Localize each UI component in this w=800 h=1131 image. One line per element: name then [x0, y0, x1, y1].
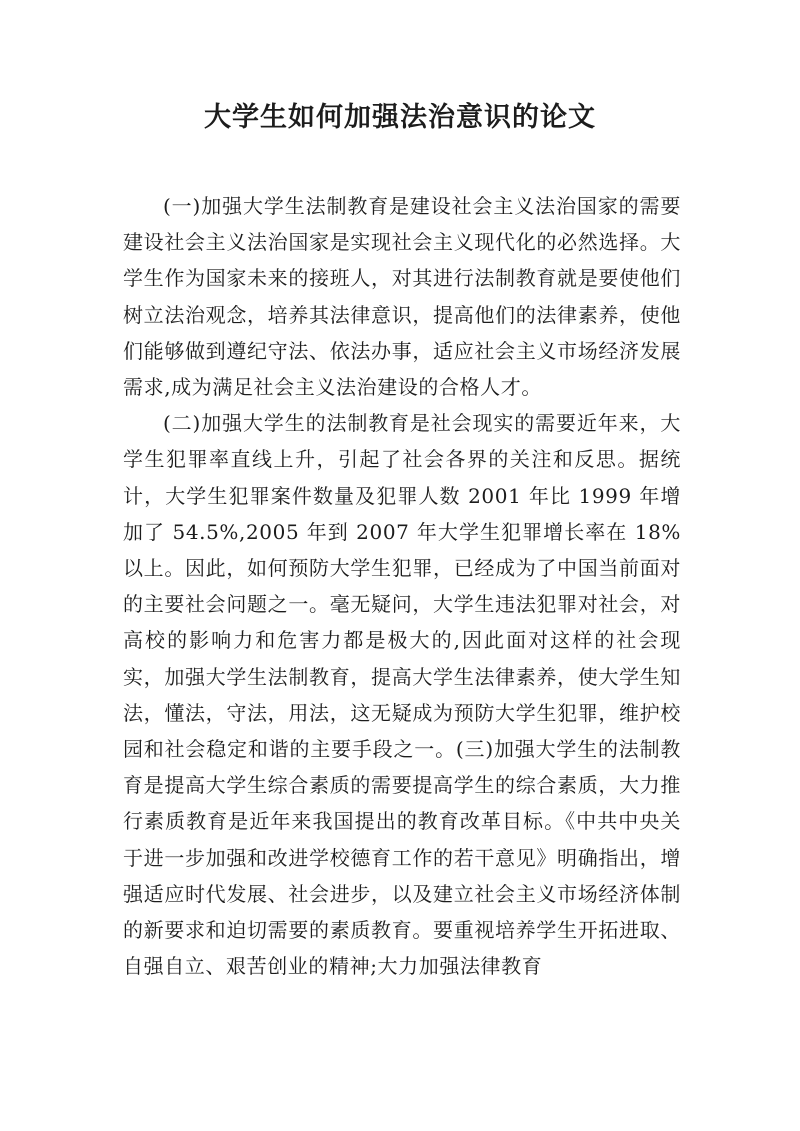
document-body: [123, 188, 681, 984]
paragraph-2: (二)加强大学生的法制教育是社会现实的需要近年来，大学生犯罪率直线上升，引起了社会各界的关注和反思。据统计，大学生犯罪案件数量及犯罪人数 2001 年比 1999 年增加了 54.5%,2005 年到 2007 年大学生犯罪增长率在 18%以上。因此，如何预防大学生犯罪，已经成为了中国当前面对的主要社会问题之一。毫无疑问，大学生违法犯罪对社会，对高校的影响力和危害力都是极大的,因此面对这样的社会现实，加强大学生法制教育，提高大学生法律素养，使大学生知法，懂法，守法，用法，这无疑成为预防大学生犯罪，维护校园和社会稳定和谐的主要手段之一。(三)加强大学生的法制教育是提高大学生综合素质的需要提高学生的综合素质，大力推行素质教育是近年来我国提出的教育改革目标。《中共中央关于进一步加强和改进学校德育工作的若干意见》明确指出，增强适应时代发展、社会进步，以及建立社会主义市场经济体制的新要求和迫切需要的素质教育。要重视培养学生开拓进取、自强自立、艰苦创业的精神;大力加强法律教育: [123, 411, 681, 979]
document-title: 大学生如何加强法治意识的论文: [204, 102, 596, 133]
paragraph-1: (一)加强大学生法制教育是建设社会主义法治国家的需要建设社会主义法治国家是实现社会主义现代化的必然选择。大学生作为国家未来的接班人，对其进行法制教育就是要使他们树立法治观念，培养其法律意识，提高他们的法律素养，使他们能够做到遵纪守法、依法办事，适应社会主义市场经济发展需求,成为满足社会主义法治建设的合格人才。: [123, 194, 681, 400]
